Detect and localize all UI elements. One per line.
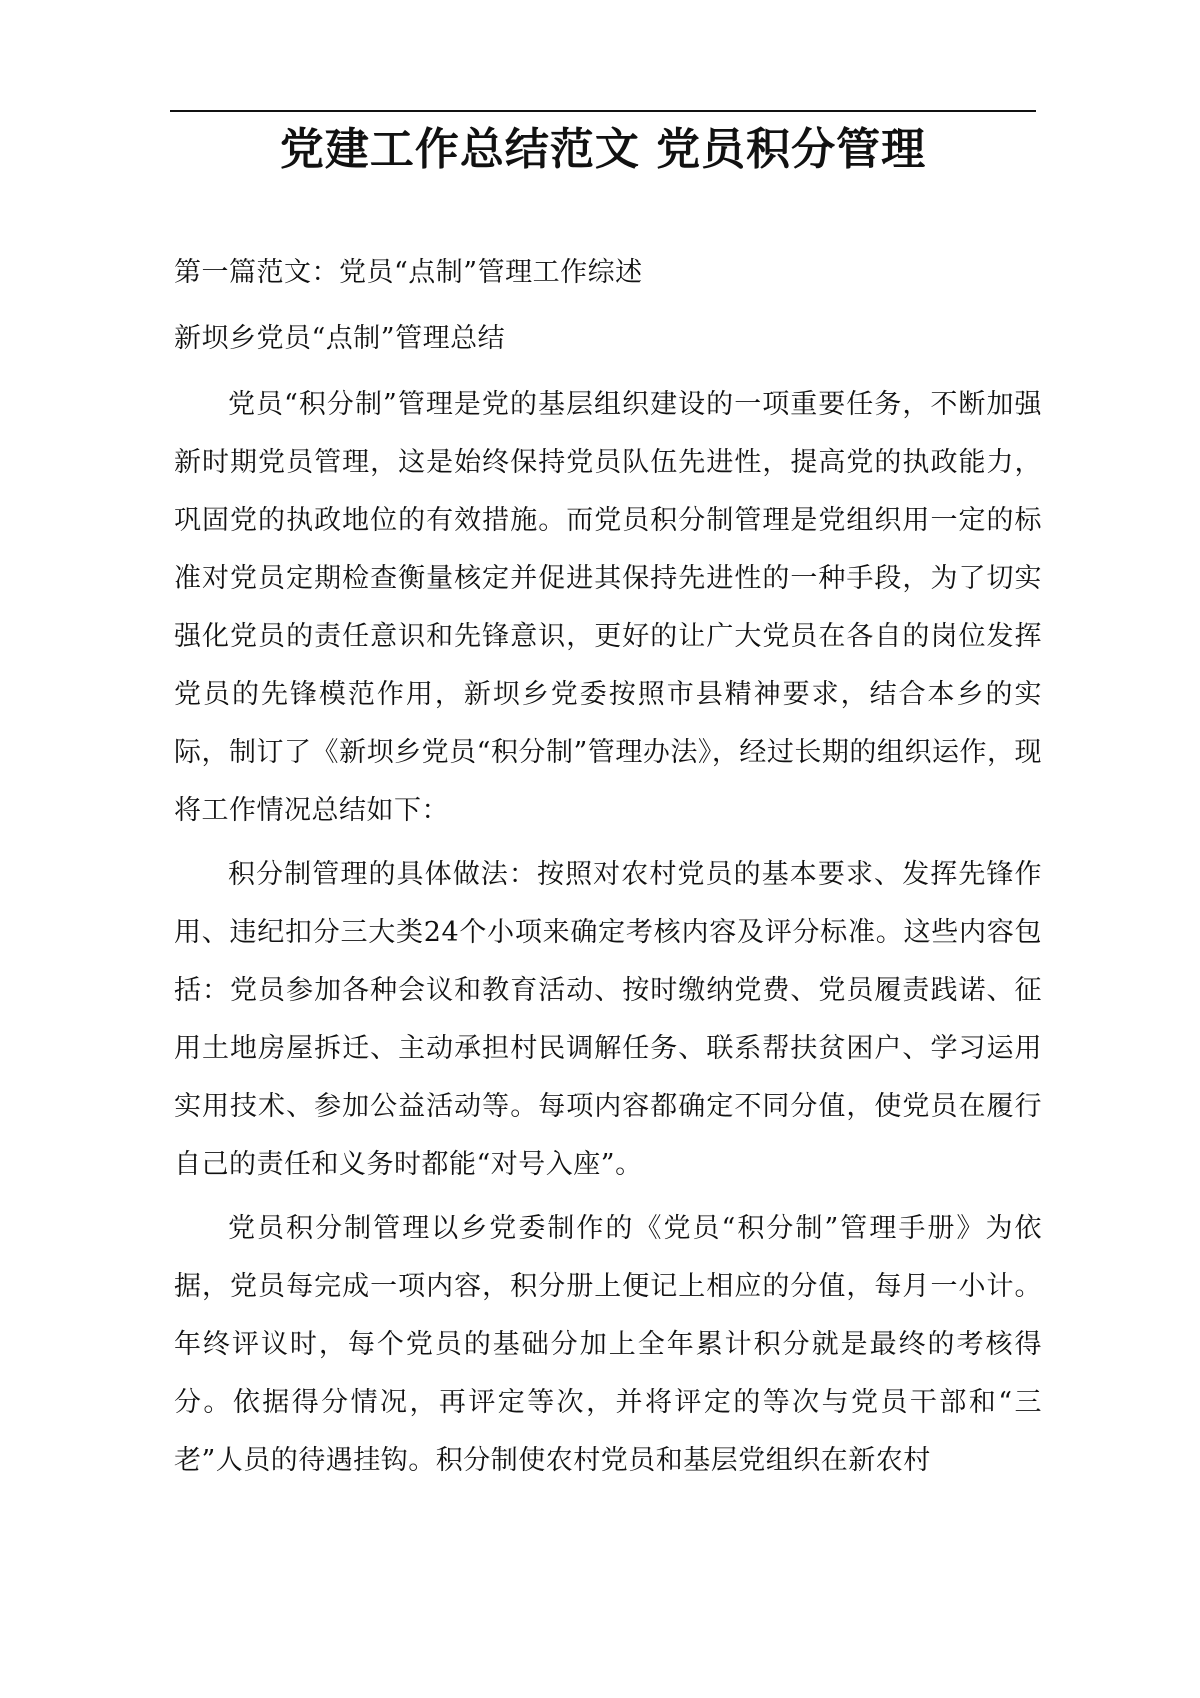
section-heading: 第一篇范文：党员“点制”管理工作综述: [174, 257, 643, 288]
subheading: 新坝乡党员“点制”管理总结: [174, 323, 506, 354]
document-title: 党建工作总结范文 党员积分管理: [279, 124, 927, 175]
paragraph-3: 党员积分制管理以乡党委制作的《党员“积分制”管理手册》为依据，党员每完成一项内容，积分册上便记上相应的分值，每月一小计。年终评议时，每个党员的基础分加上全年累计积分就是最终的考核得分。依据得分情况，再评定等次，并将评定的等次与党员干部和“三老”人员的待遇挂钩。积分制使农村党员和基层党组织在新农村: [174, 1213, 1042, 1476]
document-body: [174, 244, 1042, 1494]
paragraph-1: 党员“积分制”管理是党的基层组织建设的一项重要任务，不断加强新时期党员管理，这是始终保持党员队伍先进性，提高党的执政能力，巩固党的执政地位的有效措施。而党员积分制管理是党组织用一定的标准对党员定期检查衡量核定并促进其保持先进性的一种手段，为了切实强化党员的责任意识和先锋意识，更好的让广大党员在各自的岗位发挥党员的先锋模范作用，新坝乡党委按照市县精神要求，结合本乡的实际，制订了《新坝乡党员“积分制”管理办法》，经过长期的组织运作，现将工作情况总结如下：: [174, 389, 1042, 826]
paragraph-2: 积分制管理的具体做法：按照对农村党员的基本要求、发挥先锋作用、违纪扣分三大类24个小项来确定考核内容及评分标准。这些内容包括：党员参加各种会议和教育活动、按时缴纳党费、党员履责践诺、征用土地房屋拆迁、主动承担村民调解任务、联系帮扶贫困户、学习运用实用技术、参加公益活动等。每项内容都确定不同分值，使党员在履行自己的责任和义务时都能“对号入座”。: [174, 859, 1042, 1180]
header-rule: [170, 110, 1036, 112]
